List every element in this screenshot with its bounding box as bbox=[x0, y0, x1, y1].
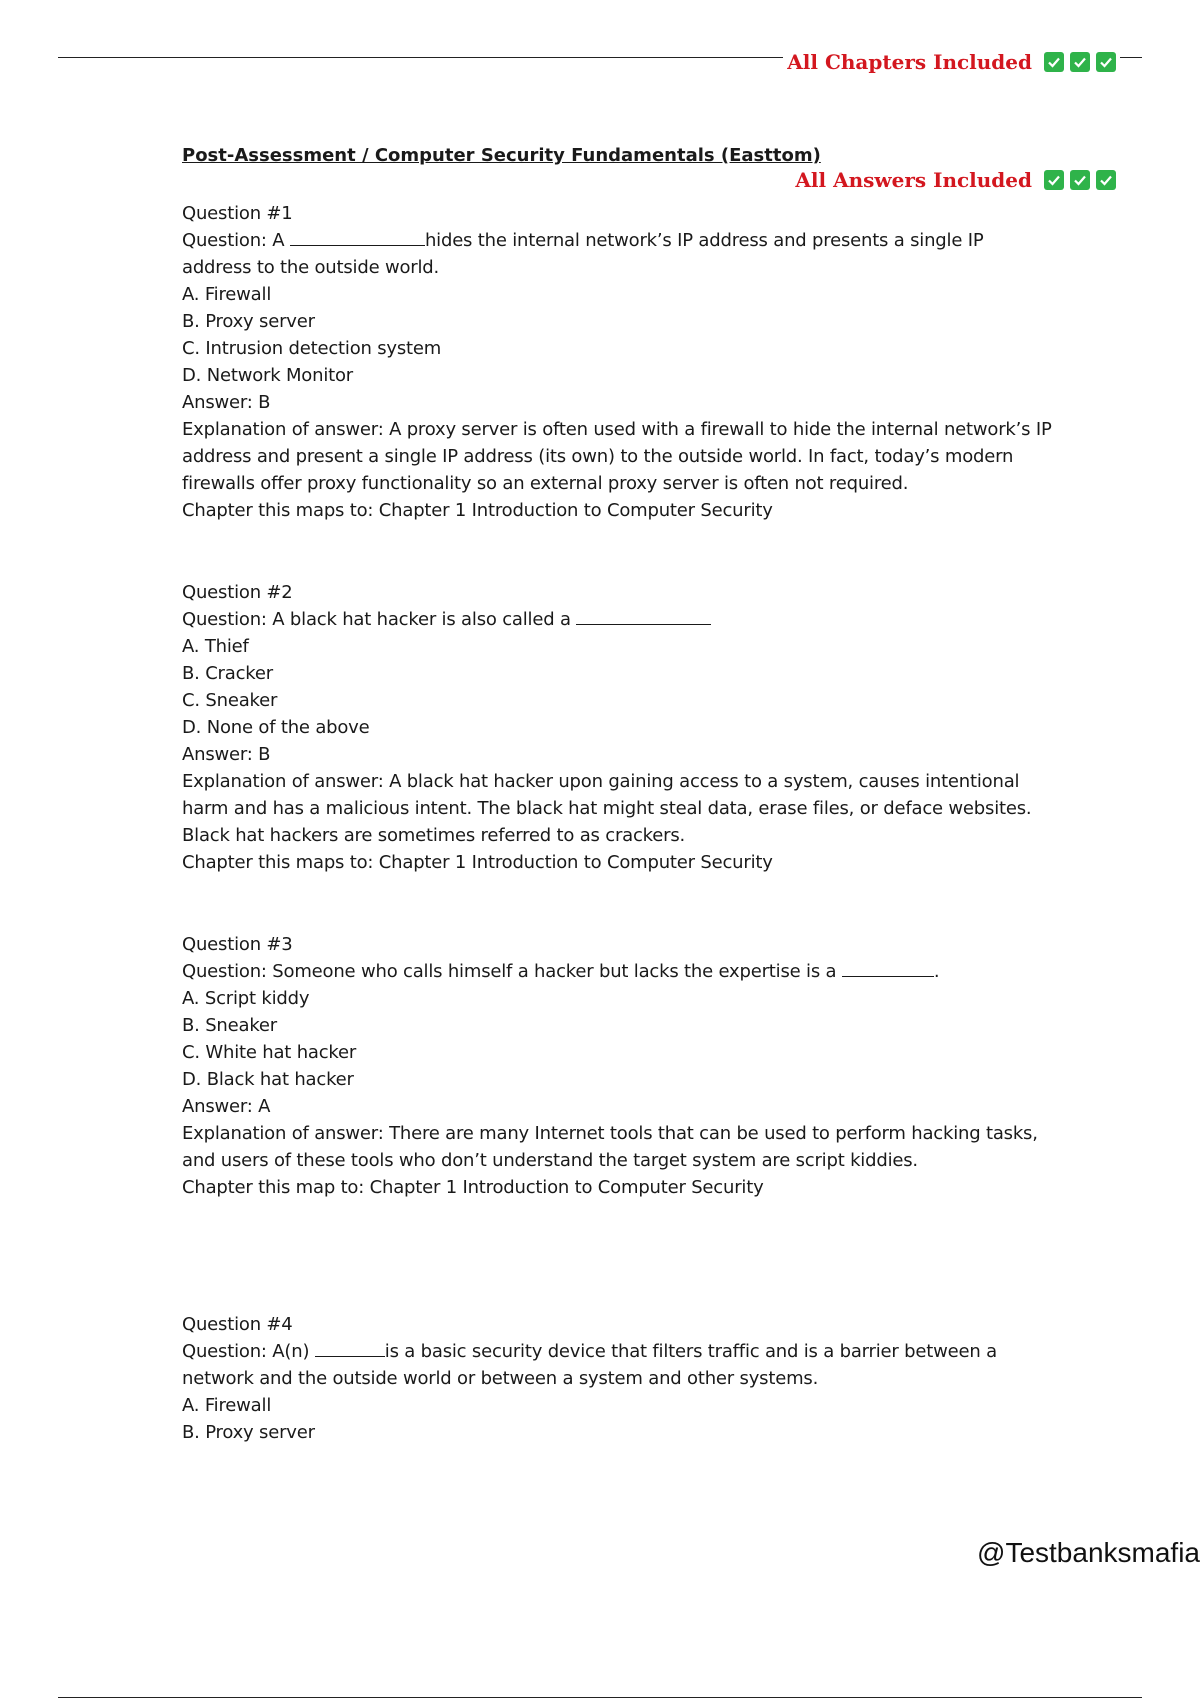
question-text-continued: address to the outside world. bbox=[182, 257, 440, 278]
option: C. Intrusion detection system bbox=[182, 338, 442, 359]
option: A. Thief bbox=[182, 636, 249, 657]
option: C. White hat hacker bbox=[182, 1042, 357, 1063]
checkmark-icon bbox=[1096, 170, 1116, 190]
option: C. Sneaker bbox=[182, 690, 278, 711]
answer-blank bbox=[290, 227, 425, 246]
question-prefix: Question: Someone who calls himself a hacker but lacks the expertise is a bbox=[182, 961, 837, 982]
question-text bbox=[182, 227, 1062, 254]
chapter-map: Chapter this map to: Chapter 1 Introduction to Computer Security bbox=[182, 1177, 764, 1198]
answers-banner-text: All Answers Included bbox=[795, 168, 1032, 192]
question-prefix: Question: A(n) bbox=[182, 1341, 310, 1362]
question-number: Question #4 bbox=[182, 1314, 293, 1335]
answer: Answer: B bbox=[182, 744, 271, 765]
answer-blank bbox=[576, 606, 711, 625]
option: B. Proxy server bbox=[182, 1422, 315, 1443]
page-title: Post-Assessment / Computer Security Fundamentals (Easttom) bbox=[182, 145, 821, 166]
chapters-banner bbox=[783, 50, 1120, 74]
checkmark-icon bbox=[1070, 170, 1090, 190]
question-block bbox=[182, 1311, 1062, 1446]
explanation: Explanation of answer: A black hat hacker upon gaining access to a system, causes intentional harm and has a malicious intent. The black hat might steal data, erase files, or deface websites. Black hat hackers are sometimes referred to as crackers. bbox=[182, 771, 1032, 846]
question-number: Question #2 bbox=[182, 582, 293, 603]
chapter-map: Chapter this maps to: Chapter 1 Introduction to Computer Security bbox=[182, 500, 773, 521]
option: D. Black hat hacker bbox=[182, 1069, 354, 1090]
chapters-banner-text: All Chapters Included bbox=[787, 50, 1032, 74]
option: A. Script kiddy bbox=[182, 988, 310, 1009]
answer: Answer: A bbox=[182, 1096, 271, 1117]
explanation: Explanation of answer: There are many Internet tools that can be used to perform hacking tasks, and users of these tools who don’t understand the target system are script kiddies. bbox=[182, 1123, 1038, 1171]
question-block bbox=[182, 931, 1062, 1201]
explanation: Explanation of answer: A proxy server is often used with a firewall to hide the internal network’s IP address and present a single IP address (its own) to the outside world. In fact, today’s modern firewalls offer proxy functionality so an external proxy server is often not required. bbox=[182, 419, 1052, 494]
option: B. Sneaker bbox=[182, 1015, 277, 1036]
question-text bbox=[182, 606, 1062, 633]
question-block bbox=[182, 579, 1062, 876]
answer-blank bbox=[842, 958, 934, 977]
watermark: @Testbanksmafia bbox=[977, 1537, 1200, 1568]
question-suffix: . bbox=[933, 961, 940, 982]
question-prefix: Question: A bbox=[182, 230, 285, 251]
option: B. Cracker bbox=[182, 663, 273, 684]
option: D. None of the above bbox=[182, 717, 370, 738]
checkmark-icon bbox=[1070, 52, 1090, 72]
question-text bbox=[182, 958, 1062, 985]
question-number: Question #3 bbox=[182, 934, 293, 955]
chapter-map: Chapter this maps to: Chapter 1 Introduction to Computer Security bbox=[182, 852, 773, 873]
option: D. Network Monitor bbox=[182, 365, 354, 386]
option: A. Firewall bbox=[182, 1395, 272, 1416]
question-text-continued: network and the outside world or between a system and other systems. bbox=[182, 1368, 819, 1389]
question-suffix: hides the internal network’s IP address and presents a single IP bbox=[424, 230, 984, 251]
question-number: Question #1 bbox=[182, 203, 293, 224]
option: A. Firewall bbox=[182, 284, 272, 305]
checkmark-icon bbox=[1044, 170, 1064, 190]
bottom-rule bbox=[58, 1697, 1142, 1698]
option: B. Proxy server bbox=[182, 311, 315, 332]
answers-banner bbox=[791, 168, 1120, 192]
question-suffix: is a basic security device that filters traffic and is a barrier between a bbox=[384, 1341, 997, 1362]
question-text bbox=[182, 1338, 1062, 1365]
question-block bbox=[182, 200, 1062, 524]
answer-blank bbox=[315, 1338, 385, 1357]
checkmark-icon bbox=[1096, 52, 1116, 72]
question-prefix: Question: A black hat hacker is also called a bbox=[182, 609, 571, 630]
checkmark-icon bbox=[1044, 52, 1064, 72]
answer: Answer: B bbox=[182, 392, 271, 413]
